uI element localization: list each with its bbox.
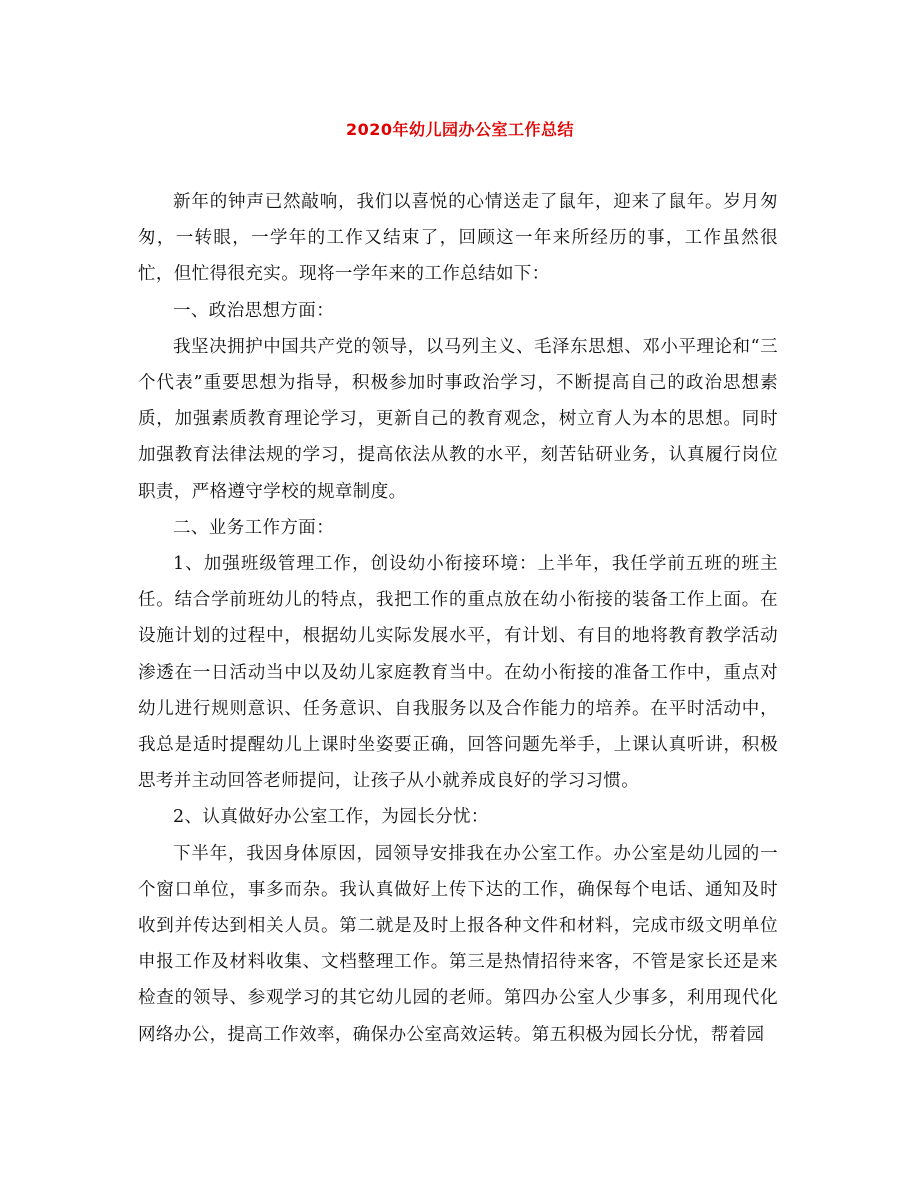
heading-office-work: 2、认真做好办公室工作，为园长分忧： xyxy=(173,807,489,828)
heading-business-work: 二、业务工作方面： xyxy=(173,517,335,538)
heading-political-thought: 一、政治思想方面： xyxy=(173,300,335,321)
paragraph-office-work: 下半年，我因身体原因，园领导安排我在办公室工作。办公室是幼儿园的一个窗口单位，事多而杂。我认真做好上传下达的工作，确保每个电话、通知及时收到并传达到相关人员。第二就是及时上报各种文件和材料，完成市级文明单位申报工作及材料收集、文档整理工作。第三是热情招待来客，不管是家长还是来检查的领导、参观学习的其它幼儿园的老师。第四办公室人少事多，利用现代化网络办公，提高工作效率，确保办公室高效运转。第五积极为园长分忧，帮着园 xyxy=(138,843,778,1045)
paragraph-intro: 新年的钟声已然敲响，我们以喜悦的心情送走了鼠年，迎来了鼠年。岁月匆匆，一转眼，一学年的工作又结束了，回顾这一年来所经历的事，工作虽然很忙，但忙得很充实。现将一学年来的工作总结如下： xyxy=(138,192,778,285)
paragraph-political-thought: 我坚决拥护中国共产党的领导，以马列主义、毛泽东思想、邓小平理论和“三个代表”重要思想为指导，积极参加时事政治学习，不断提高自己的政治思想素质，加强素质教育理论学习，更新自己的教育观念，树立育人为本的思想。同时加强教育法律法规的学习，提高依法从教的水平，刻苦钻研业务，认真履行岗位职责，严格遵守学校的规章制度。 xyxy=(138,336,778,502)
paragraph-class-management: 1、加强班级管理工作，创设幼小衔接环境：上半年，我任学前五班的班主任。结合学前班幼儿的特点，我把工作的重点放在幼小衔接的装备工作上面。在设施计划的过程中，根据幼儿实际发展水平，有计划、有目的地将教育教学活动渗透在一日活动当中以及幼儿家庭教育当中。在幼小衔接的准备工作中，重点对幼儿进行规则意识、任务意识、自我服务以及合作能力的培养。在平时活动中，我总是适时提醒幼儿上课时坐姿要正确，回答问题先举手，上课认真听讲，积极思考并主动回答老师提问，让孩子从小就养成良好的学习习惯。 xyxy=(138,554,778,792)
document-title: 2020年幼儿园办公室工作总结 xyxy=(345,120,575,139)
document-body xyxy=(138,184,778,1053)
